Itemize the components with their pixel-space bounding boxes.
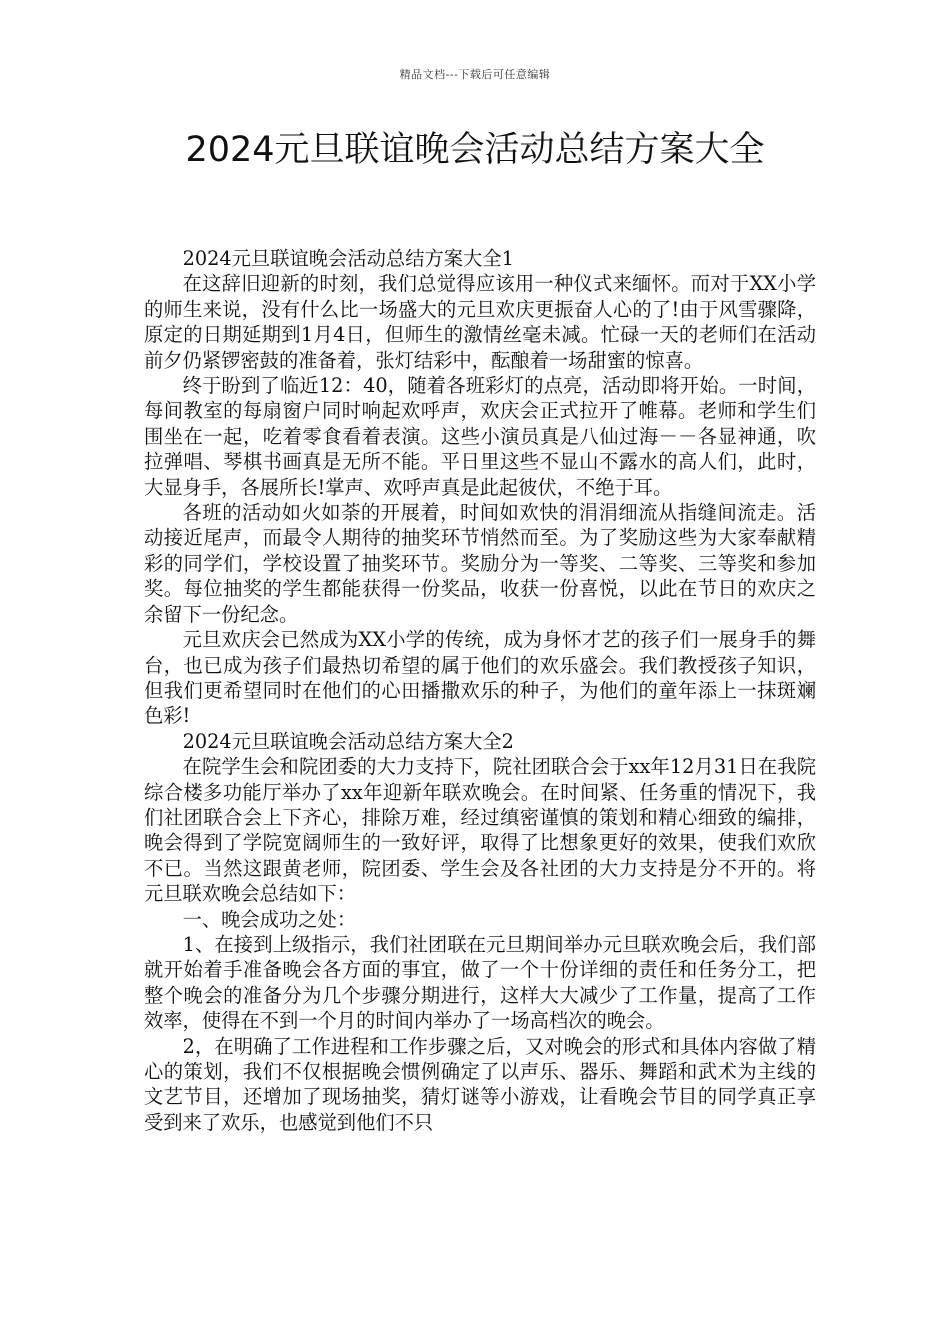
paragraph: 终于盼到了临近12：40，随着各班彩灯的点亮，活动即将开始。一时间，每间教室的每扇窗户同时响起欢呼声，欢庆会正式拉开了帷幕。老师和学生们围坐在一起，吃着零食看着表演。这些小演员真是八仙过海－－各显神通，吹拉弹唱、琴棋书画真是无所不能。平日里这些不显山不露水的高人们，此时，大显身手，各展所长!掌声、欢呼声真是此起彼伏，不绝于耳。 — [144, 374, 816, 499]
section-heading-1: 2024元旦联谊晚会活动总结方案大全1 — [182, 247, 514, 270]
page-header-watermark: 精品文档---下载后可任意编辑 — [399, 68, 551, 81]
section-heading-2: 2024元旦联谊晚会活动总结方案大全2 — [182, 729, 514, 753]
document-title: 2024元旦联谊晚会活动总结方案大全 — [185, 130, 765, 170]
paragraph: 元旦欢庆会已然成为XX小学的传统，成为身怀才艺的孩子们一展身手的舞台，也已成为孩子们最热切希望的属于他们的欢乐盛会。我们教授孩子知识，但我们更希望同时在他们的心田播撒欢乐的种子，为他们的童年添上一抹斑斓色彩! — [144, 628, 816, 728]
document-body — [144, 246, 816, 1135]
paragraph: 在院学生会和院团委的大力支持下，院社团联合会于xx年12月31日在我院综合楼多功能厅举办了xx年迎新年联欢晚会。在时间紧、任务重的情况下，我们社团联合会上下齐心，排除万难，经过缜密谨慎的策划和精心细致的编排，晚会得到了学院宽阔师生的一致好评，取得了比想象更好的效果，使我们欢欣不已。当然这跟黄老师，院团委、学生会及各社团的大力支持是分不开的。将元旦联欢晚会总结如下： — [144, 755, 816, 906]
paragraph: 2，在明确了工作进程和工作步骤之后，又对晚会的形式和具体内容做了精心的策划，我们不仅根据晚会惯例确定了以声乐、器乐、舞蹈和武术为主线的文艺节目，还增加了现场抽奖，猜灯谜等小游戏，让看晚会节目的同学真正享受到来了欢乐，也感觉到他们不只 — [144, 1034, 816, 1134]
subheading: 一、晚会成功之处： — [182, 907, 357, 931]
paragraph: 各班的活动如火如荼的开展着，时间如欢快的涓涓细流从指缝间流走。活动接近尾声，而最令人期待的抽奖环节悄然而至。为了奖励这些为大家奉献精彩的同学们，学校设置了抽奖环节。奖励分为一等奖、二等奖、三等奖和参加奖。每位抽奖的学生都能获得一份奖品，收获一份喜悦，以此在节日的欢庆之余留下一份纪念。 — [144, 501, 816, 626]
paragraph: 1、在接到上级指示，我们社团联在元旦期间举办元旦联欢晚会后，我们部就开始着手准备晚会各方面的事宜，做了一个十份详细的责任和任务分工，把整个晚会的准备分为几个步骤分期进行，这样大大减少了工作量，提高了工作效率，使得在不到一个月的时间内举办了一场高档次的晚会。 — [144, 932, 816, 1033]
paragraph: 在这辞旧迎新的时刻，我们总觉得应该用一种仪式来缅怀。而对于XX小学的师生来说，没有什么比一场盛大的元旦欢庆更振奋人心的了!由于风雪骤降，原定的日期延期到1月4日，但师生的激情丝毫未减。忙碌一天的老师们在活动前夕仍紧锣密鼓的准备着，张灯结彩中，酝酿着一场甜蜜的惊喜。 — [144, 272, 816, 372]
